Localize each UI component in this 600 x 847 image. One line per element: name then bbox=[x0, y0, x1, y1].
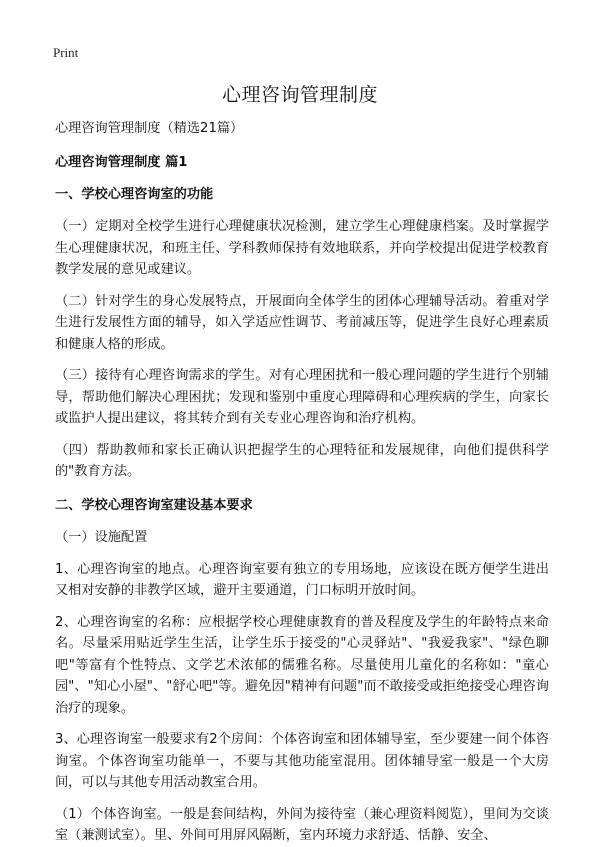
document-body bbox=[55, 118, 549, 847]
article-heading: 心理咨询管理制度 篇1 bbox=[55, 155, 188, 170]
section-heading-requirements: 二、学校心理咨询室建设基本要求 bbox=[55, 497, 253, 513]
paragraph-requirement-2: 2、心理咨询室的名称：应根据学校心理健康教育的普及程度及学生的年龄特点来命名。尽量采用贴近学生生活，让学生乐于接受的"心灵驿站"、"我爱我家"、"绿色聊吧"等富有个性特点、文学艺术浓郁的儒雅名称。尽量使用儿童化的名称如："童心园"、"知心小屋"、"舒心吧"等。避免因"精神有问题"而不敢接受或拒绝接受心理咨询治疗的现象。 bbox=[55, 614, 549, 716]
paragraph-function-4: （四）帮助教师和家长正确认识把握学生的心理特征和发展规律，向他们提供科学的"教育方法。 bbox=[55, 442, 549, 479]
paragraph-requirement-4: （1）个体咨询室。一般是套间结构，外间为接待室（兼心理资料阅览），里间为交谈室（兼测试室）。里、外间可用屏风隔断，室内环境力求舒适、恬静、安全、 bbox=[55, 806, 549, 843]
section-heading-functions: 一、学校心理咨询室的功能 bbox=[55, 187, 214, 202]
paragraph-function-2: （二）针对学生的身心发展特点，开展面向全体学生的团体心理辅导活动。着重对学生进行发展性方面的辅导，如入学适应性调节、考前减压等，促进学生良好心理素质和健康人格的形成。 bbox=[55, 293, 549, 352]
document-subtitle: 心理咨询管理制度（精选21篇） bbox=[55, 121, 244, 136]
paragraph-function-3: （三）接待有心理咨询需求的学生。对有心理困扰和一般心理问题的学生进行个别辅导，帮助他们解决心理困扰；发现和鉴别中重度心理障碍和心理疾病的学生，向家长或监护人提出建议，将其转介到有关专业心理咨询和治疗机构。 bbox=[55, 368, 549, 426]
print-label[interactable]: Print bbox=[53, 45, 79, 60]
paragraph-requirement-3: 3、心理咨询室一般要求有2个房间：个体咨询室和团体辅导室，至少要建一间个体咨询室。个体咨询室功能单一，不要与其他功能室混用。团体辅导室一般是一个大房间，可以与其他专用活动教室合用。 bbox=[55, 732, 549, 790]
paragraph-function-1: （一）定期对全校学生进行心理健康状况检测，建立学生心理健康档案。及时掌握学生心理健康状况，和班主任、学科教师保持有效地联系，并向学校提出促进学校教育教学发展的意见或建议。 bbox=[55, 219, 549, 277]
paragraph-requirement-1: 1、心理咨询室的地点。心理咨询室要有独立的专用场地，应该设在既方便学生进出又相对安静的非教学区域，避开主要通道，门口标明开放时间。 bbox=[55, 561, 549, 598]
page-title: 心理咨询管理制度 bbox=[221, 84, 378, 106]
subsection-heading-facilities: （一）设施配置 bbox=[55, 529, 148, 545]
